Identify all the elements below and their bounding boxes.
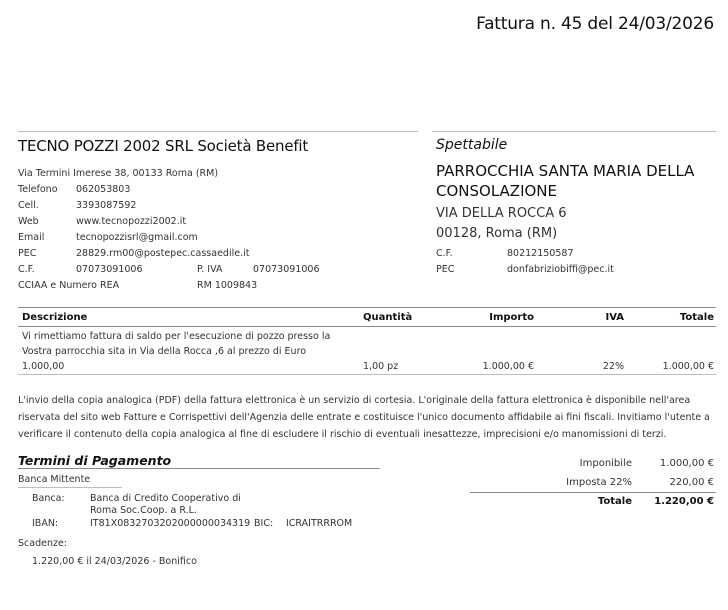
row-quantity: 1,00 pz [363,361,399,372]
bank-name-line1: Banca di Credito Cooperativo di [90,493,241,504]
customer-divider [432,131,716,132]
payment-method-rule [18,487,122,488]
table-top-rule [18,307,716,308]
bank-name-line2: Roma Soc.Coop. a R.L. [90,505,197,516]
supplier-name: TECNO POZZI 2002 SRL Società Benefit [18,137,309,155]
bank-label: Banca: [32,493,65,504]
row-description-line3: 1.000,00 [22,361,65,372]
totals-rule [470,492,716,493]
supplier-divider [18,131,418,132]
cell-label: Cell. [18,200,39,211]
phone-value: 062053803 [76,184,131,195]
col-header-description: Descrizione [22,312,88,323]
bic-value: ICRAITRRROM [286,518,353,529]
grand-total-value: 1.220,00 € [654,496,714,507]
supplier-address: Via Termini Imerese 38, 00133 Roma (RM) [18,168,219,179]
taxable-value: 1.000,00 € [659,458,714,469]
row-total: 1.000,00 € [662,361,714,372]
customer-pec-value: donfabriziobiffi@pec.it [507,264,614,275]
legal-note: L'invio della copia analogica (PDF) della fattura elettronica è un servizio di cortesia. L'originale della fattura elettronica è disponibile nell'area riservata del sito web Fatture e Corrispettivi dell'Agenzia delle entrate e costituisce l'unico documento affidabile ai fini fiscali. Invitiamo l'utente a verificare il contenuto della copia analogica al fine di escludere il rischio di eventuali inesattezze, imprecisioni e/o manomissioni di terzi. [18,395,710,440]
col-header-total: Totale [679,312,714,323]
web-label: Web [18,216,39,227]
vat-total-label: Imposta 22% [566,477,632,488]
iban-value: IT81X0832703202000000034319 [90,518,251,529]
invoice-title: Fattura n. 45 del 24/03/2026 [476,14,714,34]
due-label: Scadenze: [18,538,68,549]
rea-label: CCIAA e Numero REA [18,280,120,291]
customer-street: VIA DELLA ROCCA 6 [436,206,567,221]
col-header-amount: Importo [489,312,534,323]
col-header-quantity: Quantità [363,312,413,323]
payment-method: Banca Mittente [18,474,91,485]
taxable-label: Imponibile [579,458,632,469]
pec-label: PEC [18,248,37,259]
payment-terms-title: Termini di Pagamento [18,453,172,468]
col-header-vat: IVA [605,312,624,323]
vat-total-value: 220,00 € [669,477,714,488]
phone-label: Telefono [18,184,58,195]
row-description-line1: Vi rimettiamo fattura di saldo per l'esecuzione di pozzo presso la [22,331,331,342]
row-vat: 22% [602,361,624,372]
rea-value: RM 1009843 [197,280,258,291]
customer-city: 00128, Roma (RM) [436,226,558,241]
email-link[interactable]: tecnopozzisrl@gmail.com [76,232,198,243]
piva-label: P. IVA [197,264,223,275]
customer-cf-value: 80212150587 [507,248,574,259]
row-description-line2: Vostra parrocchia sita in Via della Rocca ,6 al prezzo di Euro [22,346,307,357]
email-label: Email [18,232,45,243]
web-link[interactable]: www.tecnopozzi2002.it [76,216,187,227]
due-entry: 1.220,00 € il 24/03/2026 - Bonifico [32,556,197,567]
bic-label: BIC: [254,518,274,529]
pec-value: 28829.rm00@postepec.cassaedile.it [76,248,250,259]
piva-value: 07073091006 [253,264,320,275]
customer-name: PARROCCHIA SANTA MARIA DELLA CONSOLAZIONE [436,162,695,200]
grand-total-label: Totale [597,496,632,507]
cell-value: 3393087592 [76,200,137,211]
table-bottom-rule [18,374,716,375]
iban-label: IBAN: [32,518,59,529]
cf-value: 07073091006 [76,264,143,275]
table-header-rule [18,326,716,327]
row-amount: 1.000,00 € [482,361,534,372]
customer-pec-label: PEC [436,264,455,275]
customer-heading: Spettabile [436,137,508,153]
customer-cf-label: C.F. [436,248,453,259]
payment-title-rule [18,468,380,469]
cf-label: C.F. [18,264,35,275]
